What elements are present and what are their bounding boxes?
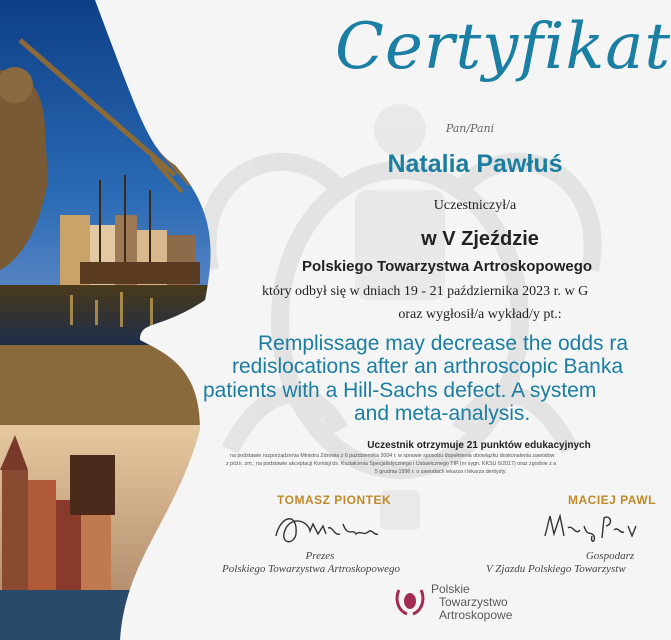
participated-label: Uczestniczył/a — [433, 198, 517, 213]
logo-text-line: Artroskopowe — [439, 608, 513, 622]
legal-line: z późn. zm.; na podstawie akceptacji Komisji ds. Kształcenia Specjalistycznego i Ustawicznego TIP (nr sygn. KKSU 6/2017) oraz zgodnie z a — [226, 461, 557, 467]
signatory-right-name: MACIEJ PAWL — [568, 493, 656, 507]
signatory-left-role: Polskiego Towarzystwa Artroskopowego — [222, 563, 401, 575]
certificate-title: Certyfikat — [335, 10, 671, 84]
society-logo-icon — [393, 584, 427, 618]
legal-line: 5 grudnia 1996 r. o zawodach lekarza i lekarza dentysty. — [375, 469, 507, 475]
lecture-title-line: and meta-analysis. — [354, 402, 531, 425]
lecture-title-line: patients with a Hill-Sachs defect. A system — [203, 379, 597, 402]
event-line2: Polskiego Towarzystwa Artroskopowego — [302, 258, 593, 275]
logo-text-line: Towarzystwo — [439, 595, 508, 609]
recipient-name: Natalia Pawłuś — [387, 150, 563, 178]
signatory-left-name: TOMASZ PIONTEK — [277, 493, 392, 507]
lecture-title-line: Remplissage may decrease the odds ra — [258, 332, 629, 355]
lecture-title-line: redislocations after an arthroscopic Banka — [232, 355, 624, 378]
legal-line: na podstawie rozporządzenia Ministra Zdrowia z 6 października 2004 r. w sprawie sposobu dopełnienia obowiązku doskonalenia zawodow — [230, 453, 555, 459]
signature-left — [268, 506, 383, 551]
logo-text-line: Polskie — [431, 582, 470, 596]
signatory-right-role: Gospodarz — [585, 550, 635, 562]
signatory-right-role: V Zjazdu Polskiego Towarzystw — [486, 563, 626, 575]
signatory-left-role: Prezes — [305, 550, 335, 562]
salutation: Pan/Pani — [445, 122, 495, 135]
points-line: Uczestnik otrzymuje 21 punktów edukacyjnych — [367, 440, 591, 451]
society-logo — [393, 582, 543, 630]
dates-line: który odbył się w dniach 19 - 21 października 2023 r. w G — [262, 284, 589, 299]
event-line1: w V Zjeździe — [421, 228, 539, 250]
photo-collage — [0, 0, 265, 640]
lecture-intro: oraz wygłosił/a wykład/y pt.: — [398, 307, 562, 322]
signature-right — [540, 506, 640, 546]
